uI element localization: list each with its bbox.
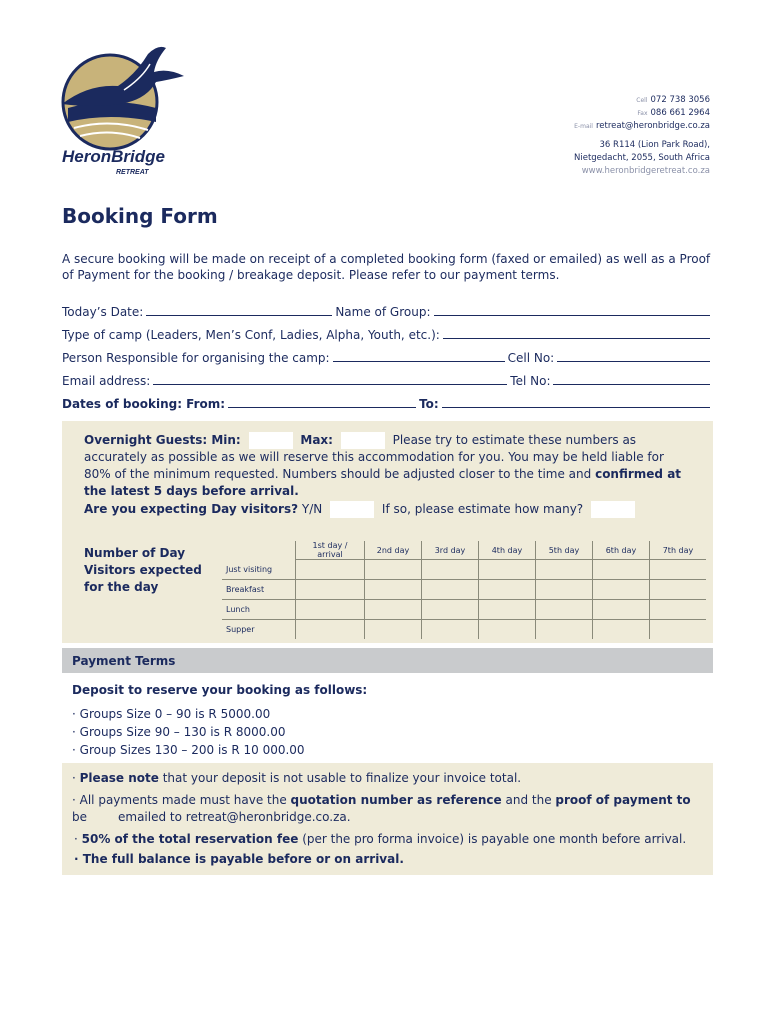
heronbridge-logo: [58, 38, 193, 178]
day-header: 5th day: [536, 541, 593, 560]
intro-text: A secure booking will be made on receipt of a completed booking form (faxed or emailed) as well as a Proof of Payment for the booking / breakage deposit. Please refer to our payment terms.: [62, 252, 711, 282]
person-responsible-field[interactable]: [333, 360, 505, 362]
row-dates: Dates of booking: From: To:: [62, 393, 713, 411]
day-header: 4th day: [479, 541, 536, 560]
todays-date-field[interactable]: [146, 314, 332, 316]
row-camp-type: Type of camp (Leaders, Men’s Conf, Ladies, Alpha, Youth, etc.):: [62, 324, 713, 342]
group-name-field[interactable]: [434, 314, 711, 316]
contact-cell: 072 738 3056: [650, 95, 710, 105]
row-person-cell: Person Responsible for organising the camp: Cell No:: [62, 347, 713, 365]
max-guests-input[interactable]: [341, 432, 385, 449]
camp-type-field[interactable]: [443, 337, 710, 339]
contact-fax: 086 661 2964: [650, 108, 710, 118]
contact-address: 36 R114 (Lion Park Road), Nietgedacht, 2055, South Africa www.heronbridgeretreat.co.za: [574, 140, 710, 176]
row-date-group: Today’s Date: Name of Group:: [62, 301, 713, 319]
email-field[interactable]: [153, 383, 507, 385]
list-item: · Groups Size 90 – 130 is R 8000.00: [72, 725, 286, 739]
day-header: 1st day / arrival: [296, 541, 365, 560]
table-row: [222, 600, 706, 620]
list-item: · Group Sizes 130 – 200 is R 10 000.00: [72, 743, 305, 757]
day-visitors-label: Number of Day Visitors expected for the day: [84, 546, 202, 594]
note-deposit: · Please note that your deposit is not usable to finalize your invoice total.: [72, 771, 522, 785]
note-payments: · All payments made must have the quotation number as reference and the proof of payment to be: [72, 793, 691, 824]
overnight-guests: Overnight Guests: Min: Max: Please try to estimate these numbers as accurately as possible as we will reserve this accommodation for you. You may be held liable for 80% of the minimum requested. Numbers should be adjusted closer to the time and confirmed at the latest 5 days before arrival. Are you expecting Day visitors? Y/N If so, please estimate how many?: [84, 433, 682, 516]
row-label: Breakfast: [222, 580, 296, 600]
row-label: Just visiting: [222, 560, 296, 580]
tel-no-field[interactable]: [553, 383, 710, 385]
deposit-list: [72, 705, 305, 759]
brand-name: HeronBridge: [62, 147, 165, 166]
contact-email: retreat@heronbridge.co.za: [595, 121, 710, 131]
note-fee: · 50% of the total reservation fee (per the pro forma invoice) is payable one month before arrival.: [74, 832, 687, 846]
day-header: 2nd day: [365, 541, 422, 560]
row-label: Lunch: [222, 600, 296, 620]
day-header: 3rd day: [422, 541, 479, 560]
contact-website: www.heronbridgeretreat.co.za: [581, 166, 710, 176]
table-row: [222, 580, 706, 600]
min-guests-input[interactable]: [249, 432, 293, 449]
day-visitors-count-input[interactable]: [591, 501, 635, 518]
note-balance: · The full balance is payable before or on arrival.: [74, 852, 404, 866]
table-row: [222, 620, 706, 640]
note-payments-email: emailed to retreat@heronbridge.co.za.: [118, 810, 351, 824]
day-visitors-yn-input[interactable]: [330, 501, 374, 518]
list-item: · Groups Size 0 – 90 is R 5000.00: [72, 707, 271, 721]
day-header: 7th day: [650, 541, 707, 560]
table-header-row: [222, 541, 706, 560]
brand-tagline: RETREAT: [116, 169, 149, 176]
contact-phone-fax-email: Cell 072 738 3056 Fax 086 661 2964 E-mail retreat@heronbridge.co.za: [574, 95, 710, 131]
deposit-heading: Deposit to reserve your booking as follows:: [72, 683, 368, 697]
row-label: Supper: [226, 625, 255, 634]
date-to-field[interactable]: [442, 406, 710, 408]
cell-no-field[interactable]: [557, 360, 710, 362]
page-title: Booking Form: [62, 204, 218, 228]
day-header: 6th day: [593, 541, 650, 560]
date-from-field[interactable]: [228, 406, 416, 408]
row-email-tel: Email address: Tel No:: [62, 370, 713, 388]
table-row: [222, 560, 706, 580]
day-visitors-table: [222, 541, 706, 639]
payment-terms-header: Payment Terms: [62, 648, 713, 673]
